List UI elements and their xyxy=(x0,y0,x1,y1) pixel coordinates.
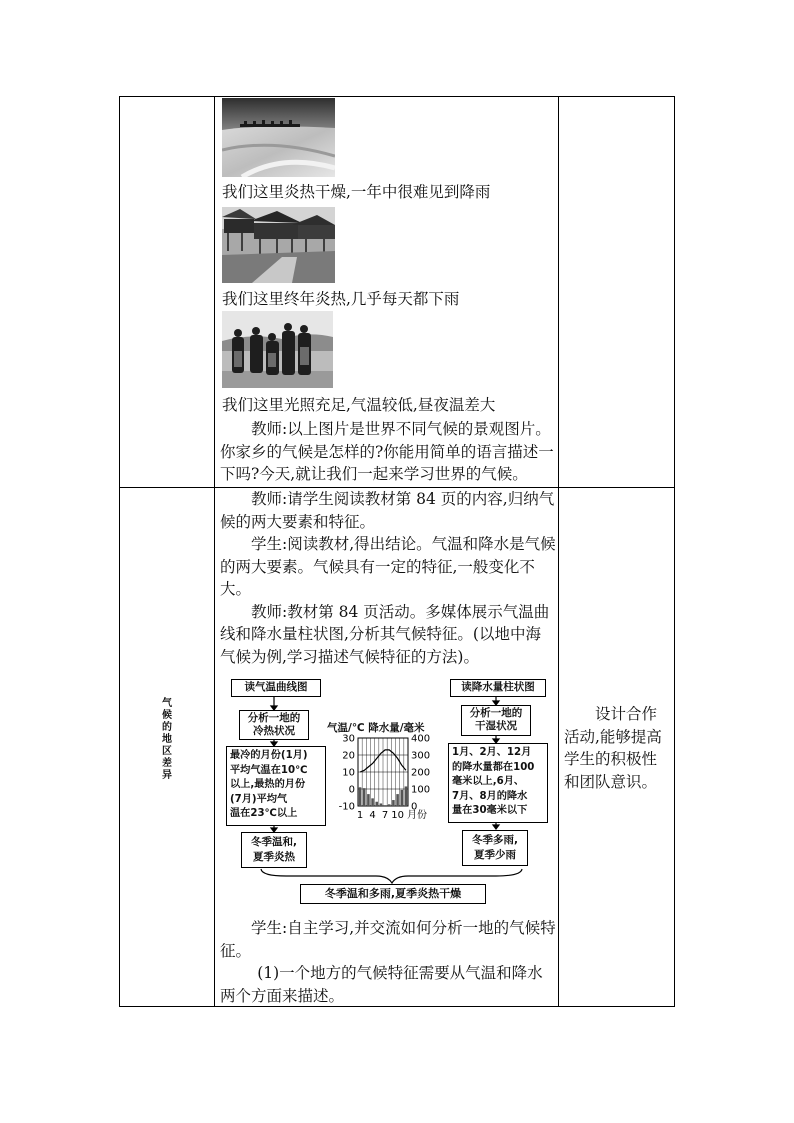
precipitation-bar xyxy=(388,804,391,806)
box-line: 分析一地的 xyxy=(469,707,523,719)
precipitation-bar xyxy=(363,788,366,806)
y-tick-label: 30 xyxy=(342,733,355,745)
precipitation-bar xyxy=(371,798,374,806)
paragraph: (1)一个地方的气候特征需要从气温和降水两个方面来描述。 xyxy=(220,964,543,1005)
y-tick-label: 0 xyxy=(348,784,355,796)
x-tick-label: 1 xyxy=(356,810,364,821)
precipitation-bar xyxy=(380,803,383,806)
box-line: 7月、8月的降水 xyxy=(452,790,528,802)
box-line: 冬季温和, xyxy=(251,836,297,848)
tibetan-people-photo xyxy=(222,311,333,388)
column-divider xyxy=(214,97,215,1006)
analyze-precipitation-box xyxy=(461,705,531,736)
x-tick-label: 7 xyxy=(381,810,389,821)
y-tick-label: 10 xyxy=(342,767,355,779)
row2-paragraphs xyxy=(220,488,556,668)
y-right-tick-label: 300 xyxy=(411,750,431,762)
box-line: 温在23℃以上 xyxy=(230,808,298,820)
box-line: 1月、2月、12月 xyxy=(452,747,532,758)
box-line: 最冷的月份(1月) xyxy=(230,750,308,761)
photo-caption: 我们这里终年炎热,几乎每天都下雨 xyxy=(222,290,460,308)
precipitation-bar xyxy=(359,787,362,806)
design-note-text: 设计合作活动,能够提高学生的积极性和团队意识。 xyxy=(564,705,662,791)
box-line: 干湿状况 xyxy=(475,720,517,732)
paragraph: 学生:自主学习,并交流如何分析一地的气候特征。 xyxy=(220,919,556,960)
climate-analysis-diagram xyxy=(226,676,556,912)
box-line: 毫米以上,6月、 xyxy=(452,776,525,788)
box-line: 量在30毫米以下 xyxy=(452,805,528,817)
chart-axis-header: 气温/℃ 降水量/毫米 xyxy=(327,722,425,734)
precipitation-bar xyxy=(405,786,408,806)
box-line: (7月)平均气 xyxy=(230,793,288,805)
conclusion-box: 冬季温和多雨,夏季炎热干燥 xyxy=(300,884,486,904)
box-line: 夏季炎热 xyxy=(253,851,295,863)
y-right-tick-label: 400 xyxy=(411,733,431,745)
y-right-tick-label: 100 xyxy=(411,784,431,796)
teacher-intro-text: 教师:以上图片是世界不同气候的景观图片。你家乡的气候是怎样的?你能用简单的语言描述一下吗?今天,就让我们一起来学习世界的气候。 xyxy=(220,420,554,483)
precipitation-summary-box xyxy=(462,830,528,866)
precipitation-bar xyxy=(392,800,395,806)
teacher-intro xyxy=(220,418,554,486)
stilt-houses-photo xyxy=(222,207,335,283)
y-right-tick-label: 200 xyxy=(411,767,431,779)
temperature-summary-box xyxy=(241,832,307,868)
photo-caption: 我们这里光照充足,气温较低,昼夜温差大 xyxy=(222,396,496,414)
precipitation-bar xyxy=(396,794,399,806)
y-tick-label: -10 xyxy=(338,801,355,813)
y-tick-label: 20 xyxy=(342,750,355,762)
section-label: 气候的地区差异 xyxy=(162,698,172,781)
x-axis-label: 月份 xyxy=(407,810,427,821)
box-line: 的降水量都在100 xyxy=(452,761,535,773)
x-tick-label: 4 xyxy=(369,810,376,821)
paragraph: 教师:教材第 84 页活动。多媒体展示气温曲线和降水量柱状图,分析其气候特征。(以地中海气候为例,学习描述气候特征的方法)。 xyxy=(220,602,550,666)
read-precipitation-box: 读降水量柱状图 xyxy=(450,679,546,697)
precipitation-detail-box xyxy=(448,743,548,823)
precipitation-bar xyxy=(384,805,387,806)
box-line: 平均气温在10℃ xyxy=(230,764,308,776)
y-right-tick-label: 0 xyxy=(411,801,418,813)
precipitation-bar xyxy=(367,794,370,806)
desert-camel-caravan-photo xyxy=(222,98,335,177)
box-line: 冬季多雨, xyxy=(472,834,518,846)
analyze-temperature-box xyxy=(239,710,309,740)
precipitation-bar xyxy=(400,790,403,806)
temperature-detail-box xyxy=(226,746,326,826)
precipitation-bar xyxy=(375,802,378,806)
column-divider xyxy=(558,97,559,1006)
photo-caption: 我们这里炎热干燥,一年中很难见到降雨 xyxy=(222,183,491,201)
box-line: 分析一地的 xyxy=(247,712,301,724)
row2-trailing-paragraphs xyxy=(220,917,556,1007)
read-temperature-box: 读气温曲线图 xyxy=(231,679,321,697)
design-note xyxy=(564,703,670,793)
box-line: 以上,最热的月份 xyxy=(230,779,306,791)
paragraph: 教师:请学生阅读教材第 84 页的内容,归纳气候的两大要素和特征。 xyxy=(220,490,555,531)
paragraph: 学生:阅读教材,得出结论。气温和降水是气候的两大要素。气候具有一定的特征,一般变化不大。 xyxy=(220,535,556,598)
box-line: 夏季少雨 xyxy=(474,849,516,861)
box-line: 冷热状况 xyxy=(253,725,295,737)
x-tick-label: 10 xyxy=(391,810,404,821)
climate-chart xyxy=(330,732,442,826)
